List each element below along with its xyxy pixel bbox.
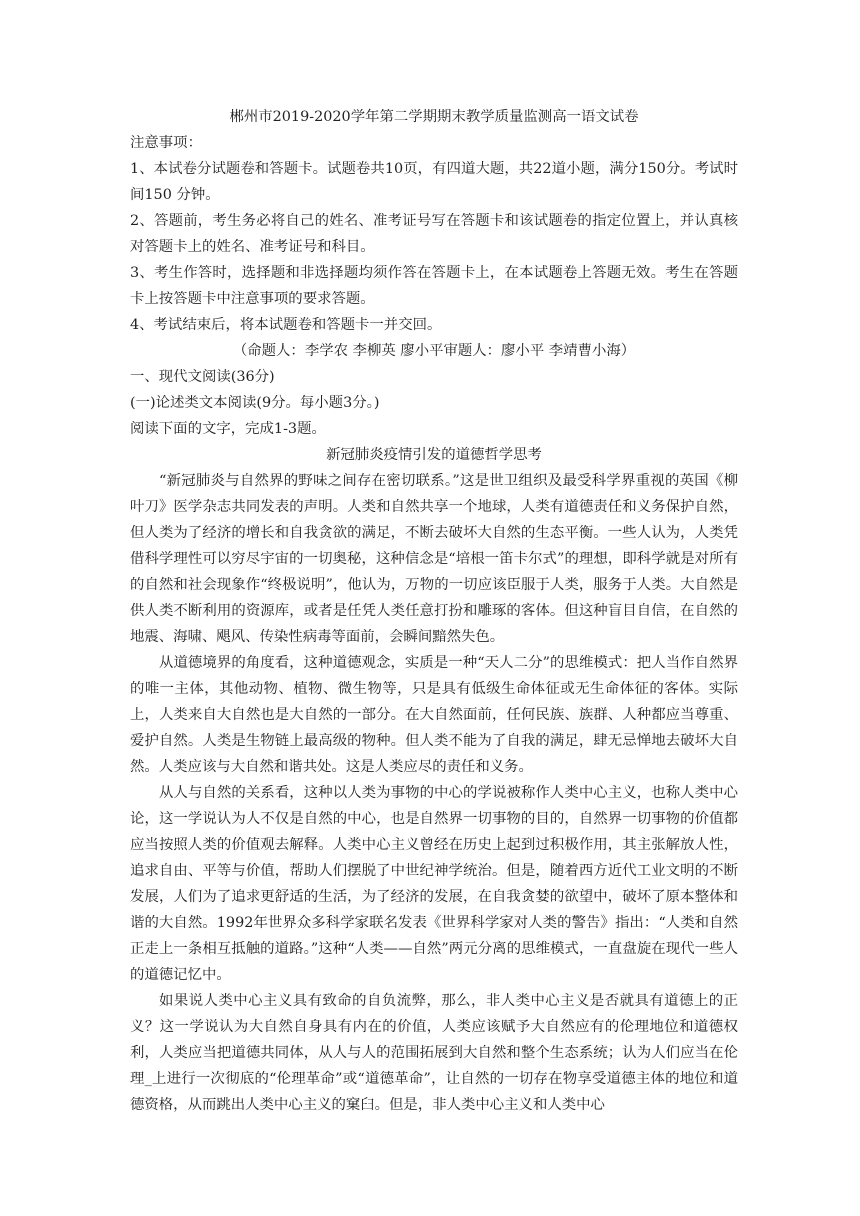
article-paragraph-3: 从人与自然的关系看，这种以人类为事物的中心的学说被称作人类中心主义，也称人类中心论，这一学说认为人不仅是自然的中心，也是自然界一切事物的目的，自然界一切事物的价值都应当按照人类的价值观去解释。人类中心主义曾经在历史上起到过积极作用，其主张解放人性，追求自由、平等与价值，帮助人们摆脱了中世纪神学统治。但是，随着西方近代工业文明的不断发展，人们为了追求更舒适的生活，为了经济的发展，在自我贪婪的欲望中，破坏了原本整体和谐的大自然。1992年世界众多科学家联名发表《世界科学家对人类的警告》指出：“人类和自然正走上一条相互抵触的道路。”这种“人类——自然”两元分离的思维模式，一直盘旋在现代一些人的道德记忆中。 <box>130 785 738 983</box>
notice-item-4: 4、考试结束后，将本试题卷和答题卡一并交回。 <box>130 317 442 333</box>
authors-line: （命题人：李学农 李柳英 廖小平审题人：廖小平 李靖曹小海） <box>232 343 636 359</box>
article-paragraph-4: 如果说人类中心主义具有致命的自负流弊，那么，非人类中心主义是否就具有道德上的正义？这一学说认为大自然自身具有内在的价值，人类应该赋予大自然应有的伦理地位和道德权利，人类应当把道德共同体，从人与人的范围拓展到大自然和整个生态系统；认为人们应当在伦理_上进行一次彻底的“伦理革命”或“道德革命”，让自然的一切存在物享受道德主体的地位和道德资格，从而跳出人类中心主义的窠臼。但是，非人类中心主义和人类中心 <box>130 993 738 1113</box>
article-title: 新冠肺炎疫情引发的道德哲学思考 <box>326 447 542 463</box>
exam-title: 郴州市2019-2020学年第二学期期末教学质量监测高一语文试卷 <box>229 109 639 125</box>
exam-page <box>130 104 738 1118</box>
notice-heading: 注意事项： <box>130 135 202 151</box>
notice-item-3: 3、考生作答时，选择题和非选择题均须作答在答题卡上，在本试题卷上答题无效。考生在答题卡上按答题卡中注意事项的要求答题。 <box>130 265 738 307</box>
notice-item-1: 1、本试卷分试题卷和答题卡。试题卷共10页，有四道大题，共22道小题，满分150分。考试时间150 分钟。 <box>130 161 738 203</box>
section-heading: 一、现代文阅读(36分) <box>130 369 275 385</box>
article-paragraph-2: 从道德境界的角度看，这种道德观念，实质是一种“天人二分”的思维模式：把人当作自然界的唯一主体，其他动物、植物、微生物等，只是具有低级生命体征或无生命体征的客体。实际上，人类来自大自然也是大自然的一部分。在大自然面前，任何民族、族群、人种都应当尊重、爱护自然。人类是生物链上最高级的物种。但人类不能为了自我的满足，肆无忌惮地去破坏大自然。人类应该与大自然和谐共处。这是人类应尽的责任和义务。 <box>130 655 738 775</box>
article-paragraph-1: “新冠肺炎与自然界的野味之间存在密切联系。”这是世卫组织及最受科学界重视的英国《柳叶刀》医学杂志共同发表的声明。人类和自然共享一个地球，人类有道德责任和义务保护自然，但人类为了经济的增长和自我贪欲的满足，不断去破坏大自然的生态平衡。一些人认为，人类凭借科学理性可以穷尽宇宙的一切奥秘，这种信念是“培根一笛卡尔式”的理想，即科学就是对所有的自然和社会现象作“终极说明”，他认为，万物的一切应该臣服于人类，服务于人类。大自然是供人类不断利用的资源库，或者是任凭人类任意打扮和雕琢的客体。但这种盲目自信，在自然的地震、海啸、飓风、传染性病毒等面前，会瞬间黯然失色。 <box>130 473 738 645</box>
notice-item-2: 2、答题前，考生务必将自己的姓名、准考证号写在答题卡和该试题卷的指定位置上，并认真核对答题卡上的姓名、准考证号和科目。 <box>130 213 738 255</box>
reading-instruction: 阅读下面的文字，完成1-3题。 <box>130 421 326 437</box>
sub-section-heading: (一)论述类文本阅读(9分。每小题3分。) <box>130 395 380 411</box>
